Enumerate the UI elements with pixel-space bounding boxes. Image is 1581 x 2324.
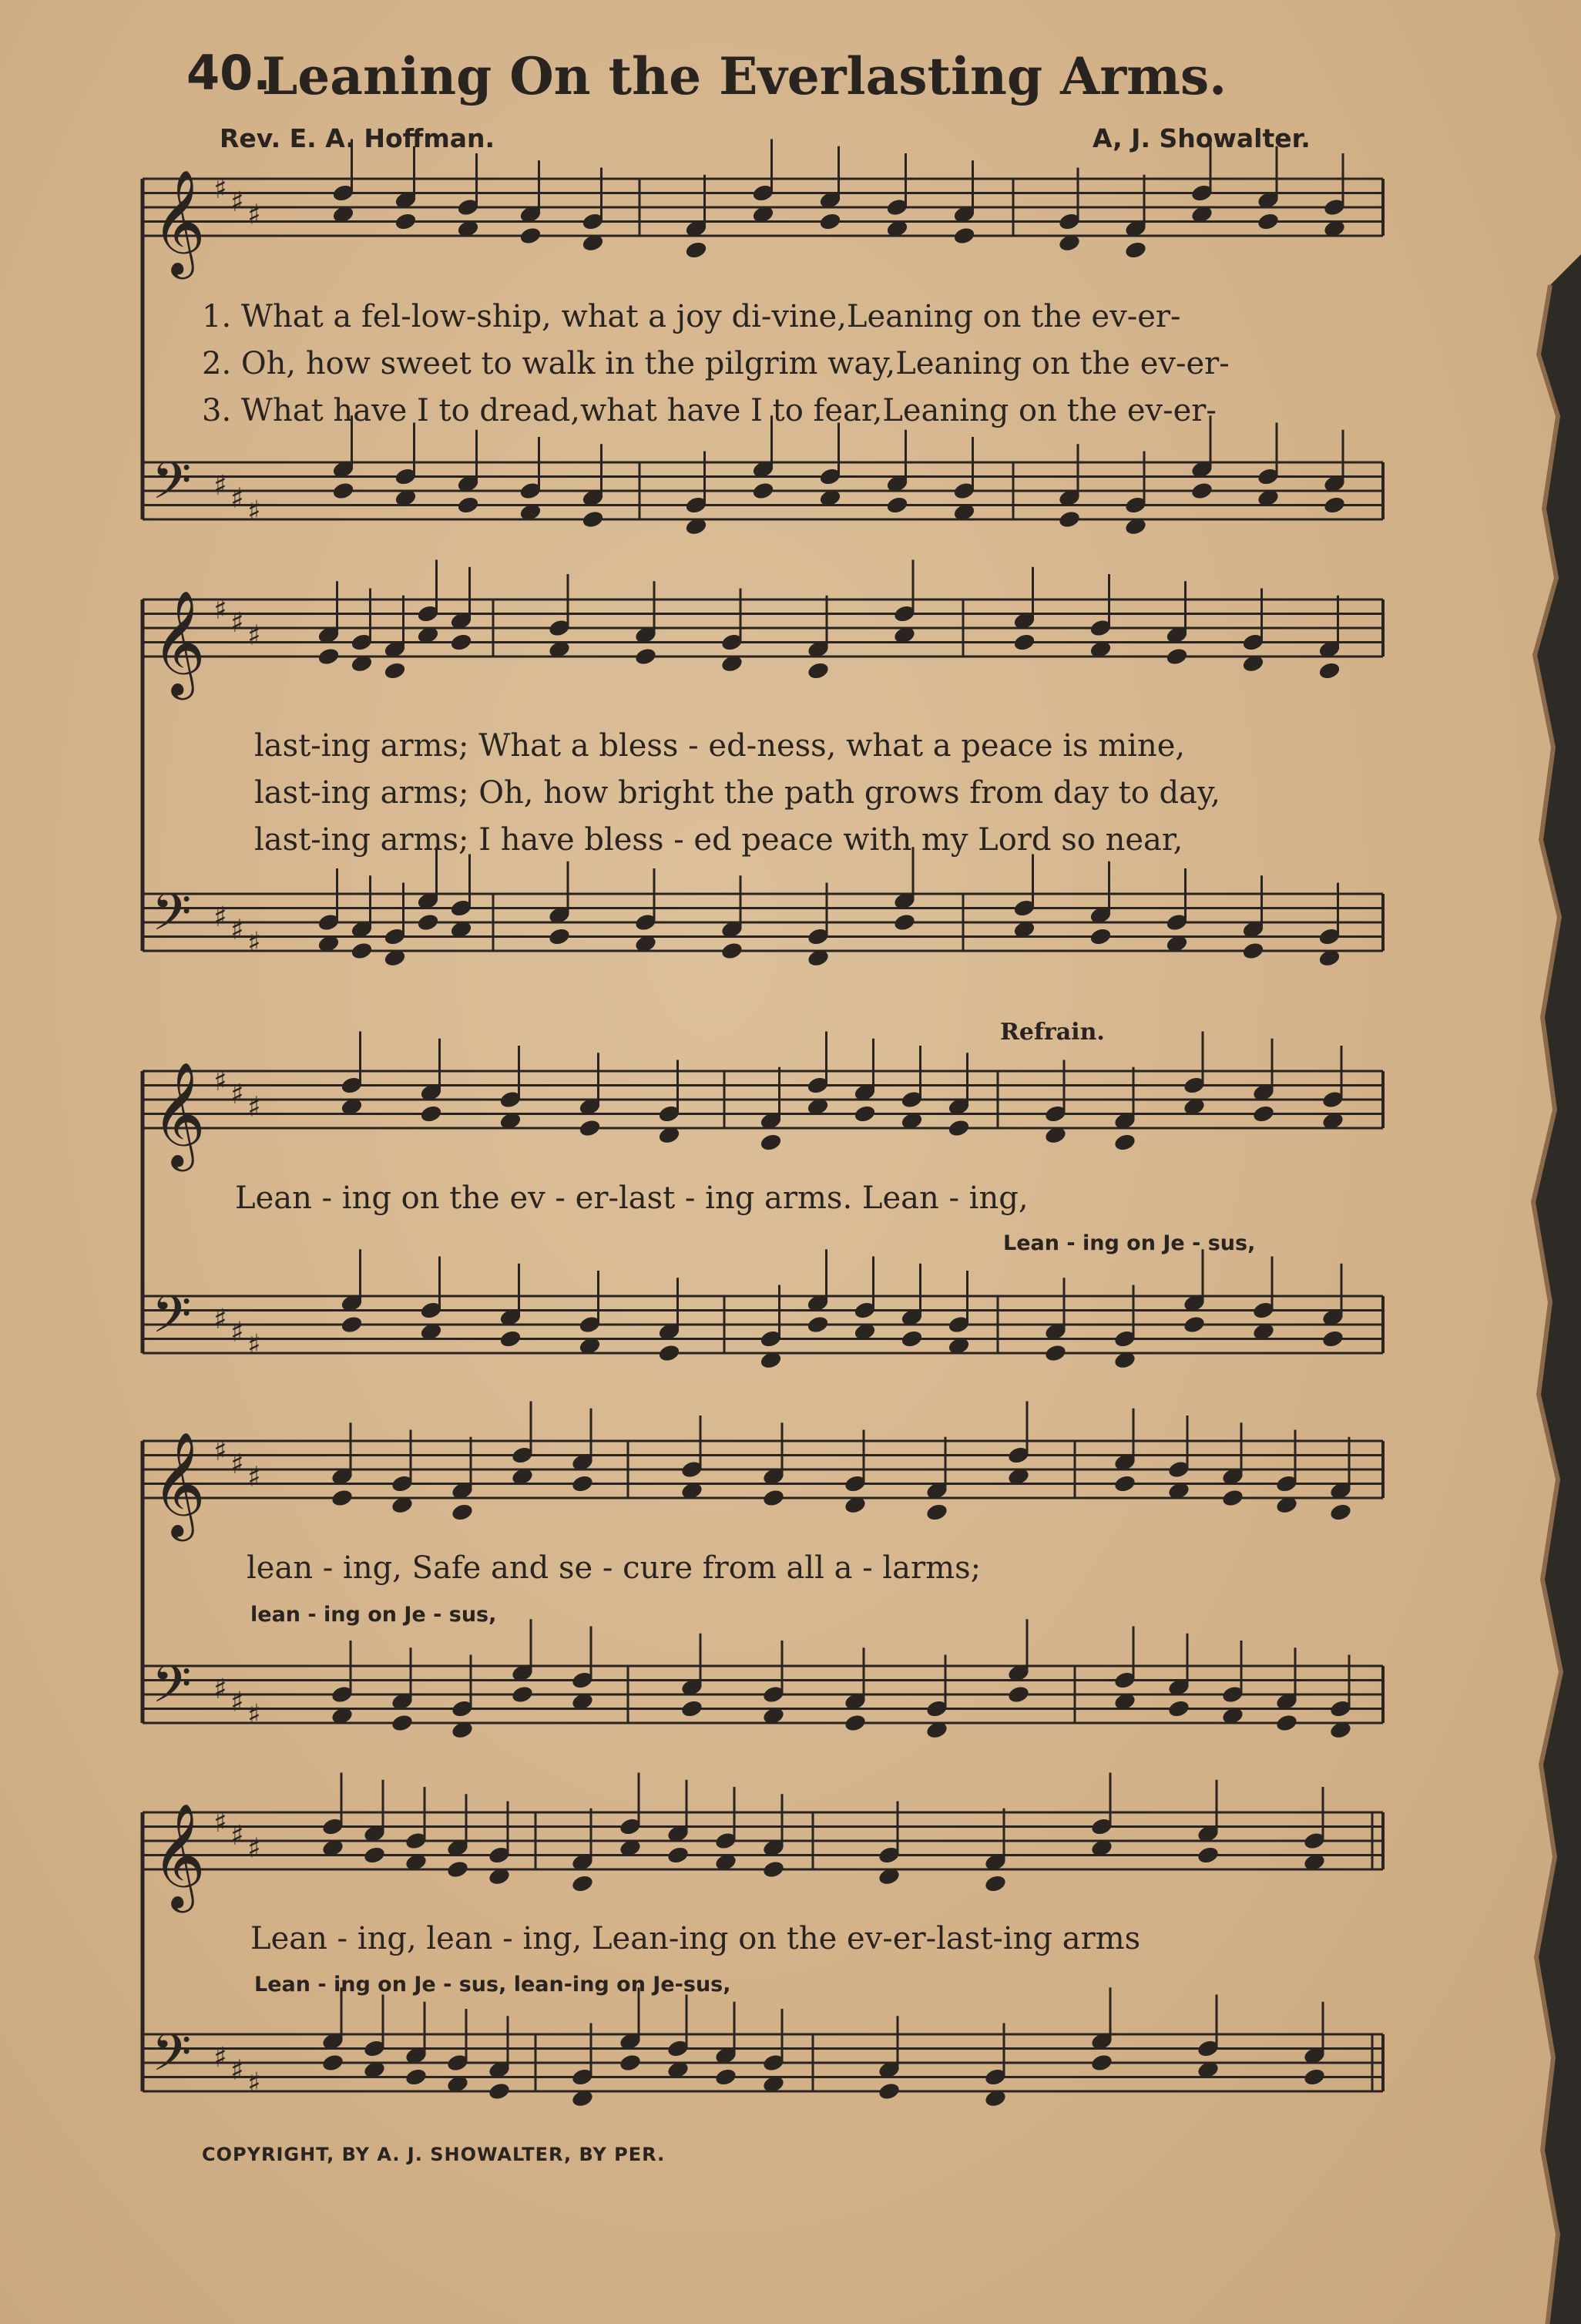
note-head	[878, 2081, 901, 2101]
verse-3-line-1: 3. What have I to dread,what have I to fear,Leaning on the ev-er-	[202, 393, 1217, 428]
note-head	[1090, 2053, 1114, 2073]
sharp-icon: ♯	[247, 1832, 261, 1865]
note-head	[751, 481, 775, 501]
note-head	[818, 212, 842, 232]
note-head	[1197, 1845, 1220, 1866]
note-head	[394, 212, 418, 232]
note-head	[1113, 1133, 1137, 1153]
sharp-icon: ♯	[213, 173, 227, 206]
note-head	[984, 1874, 1008, 1894]
bass-clef-icon: 𝄢	[152, 882, 192, 955]
treble-clef-icon: 𝄞	[152, 1430, 206, 1536]
note-head	[1303, 2067, 1327, 2087]
note-head	[657, 1343, 681, 1363]
note-head	[925, 1503, 949, 1523]
note-head	[363, 1845, 387, 1866]
treble-clef-icon: 𝄞	[152, 1060, 206, 1167]
note-head	[1044, 1343, 1068, 1363]
note-head	[1321, 1329, 1345, 1349]
note-head	[844, 1713, 868, 1733]
sharp-icon: ♯	[247, 927, 261, 959]
note-head	[885, 495, 909, 516]
composer-credit: A, J. Showalter.	[1093, 123, 1311, 153]
sharp-icon: ♯	[213, 2041, 227, 2074]
sharp-icon: ♯	[213, 1303, 227, 1335]
treble-clef-icon: 𝄞	[152, 168, 206, 274]
note-head	[619, 2053, 643, 2073]
sharp-icon: ♯	[230, 1448, 244, 1480]
note-head	[449, 633, 473, 653]
sharp-icon: ♯	[230, 1078, 244, 1110]
sharp-icon: ♯	[230, 914, 244, 946]
bass-clef-icon: 𝄢	[152, 1285, 192, 1357]
note-head	[416, 912, 440, 932]
sharp-icon: ♯	[247, 1461, 261, 1493]
sharp-icon: ♯	[247, 1329, 261, 1362]
note-head	[806, 1315, 830, 1335]
sharp-icon: ♯	[247, 495, 261, 528]
note-head	[578, 1118, 602, 1138]
note-head	[947, 1118, 971, 1138]
note-head	[720, 941, 744, 961]
note-head	[571, 1874, 595, 1894]
sharp-icon: ♯	[230, 1686, 244, 1718]
bass-clef-icon: 𝄢	[152, 1654, 192, 1727]
note-head	[1329, 1503, 1353, 1523]
sharp-icon: ♯	[213, 901, 227, 933]
note-head	[1012, 633, 1036, 653]
sharp-icon: ♯	[230, 482, 244, 515]
sharp-icon: ♯	[247, 620, 261, 652]
refrain-echo-1: Lean - ing on Je - sus,	[1003, 1231, 1256, 1255]
note-head	[331, 1488, 354, 1508]
note-head	[853, 1104, 877, 1124]
sharp-icon: ♯	[213, 1066, 227, 1098]
lyricist-credit: Rev. E. A. Hoffman.	[220, 123, 495, 153]
note-head	[1113, 1474, 1137, 1494]
note-head	[680, 1699, 704, 1719]
hymn-title: Leaning On the Everlasting Arms.	[261, 46, 1227, 106]
treble-clef-icon: 𝄞	[152, 589, 206, 695]
note-head	[1318, 661, 1341, 681]
note-head	[340, 1315, 364, 1335]
refrain-echo-3: Lean - ing on Je - sus, lean-ing on Je-sus,	[254, 1973, 731, 1997]
sharp-icon: ♯	[230, 2054, 244, 2087]
note-head	[900, 1329, 924, 1349]
sharp-icon: ♯	[247, 199, 261, 231]
note-head	[488, 2081, 512, 2101]
verse-2-line-2: last-ing arms; Oh, how bright the path grows from day to day,	[254, 775, 1220, 811]
note-head	[451, 1503, 475, 1523]
note-head	[714, 2067, 738, 2087]
page-number: 40.	[186, 45, 271, 101]
note-head	[1190, 481, 1214, 501]
bass-staff	[143, 1666, 1383, 1723]
note-head	[571, 1474, 595, 1494]
note-head	[519, 226, 542, 246]
note-head	[634, 646, 658, 667]
bass-clef-icon: 𝄢	[152, 451, 192, 523]
note-head	[1257, 212, 1281, 232]
note-head	[952, 226, 976, 246]
verse-1-line-1: 1. What a fel-low-ship, what a joy di-vine,Leaning on the ev-er-	[202, 299, 1181, 334]
treble-clef-icon: 𝄞	[152, 1802, 206, 1908]
note-head	[762, 1859, 786, 1879]
note-head	[391, 1713, 415, 1733]
treble-staff	[143, 1812, 1383, 1869]
copyright-notice: COPYRIGHT, BY A. J. SHOWALTER, BY PER.	[202, 2144, 666, 2165]
note-head	[684, 240, 708, 260]
note-head	[1007, 1684, 1031, 1704]
note-head	[1058, 509, 1082, 529]
treble-staff	[143, 1441, 1383, 1498]
note-head	[331, 481, 355, 501]
sharp-icon: ♯	[247, 1091, 261, 1123]
refrain-line-1: Lean - ing on the ev - er-last - ing arms. Lean - ing,	[235, 1180, 1029, 1216]
refrain-echo-2: lean - ing on Je - sus,	[250, 1603, 497, 1627]
note-head	[350, 941, 374, 961]
note-head	[404, 2067, 428, 2087]
note-head	[1124, 240, 1148, 260]
verse-1-line-2: last-ing arms; What a bless - ed-ness, what a peace is mine,	[254, 728, 1186, 764]
note-head	[1183, 1315, 1207, 1335]
note-head	[321, 2053, 345, 2073]
note-head	[762, 1488, 786, 1508]
sharp-icon: ♯	[230, 1316, 244, 1348]
sharp-icon: ♯	[247, 2067, 261, 2100]
sharp-icon: ♯	[230, 1819, 244, 1852]
refrain-line-2: lean - ing, Safe and se - cure from all a - larms;	[247, 1550, 982, 1586]
note-head	[807, 661, 831, 681]
note-head	[581, 509, 605, 529]
verse-3-line-2: last-ing arms; I have bless - ed peace with my Lord so near,	[254, 822, 1183, 858]
note-head	[548, 927, 572, 947]
note-head	[446, 1859, 470, 1879]
note-head	[1167, 1699, 1191, 1719]
note-head	[1252, 1104, 1276, 1124]
sharp-icon: ♯	[213, 1436, 227, 1468]
sharp-icon: ♯	[247, 1699, 261, 1731]
note-head	[666, 1845, 690, 1866]
note-head	[511, 1684, 535, 1704]
sharp-icon: ♯	[213, 1673, 227, 1705]
sharp-icon: ♯	[213, 1807, 227, 1839]
bass-clef-icon: 𝄢	[152, 2023, 192, 2095]
refrain-label: Refrain.	[1000, 1019, 1105, 1046]
verse-2-line-1: 2. Oh, how sweet to walk in the pilgrim way,Leaning on the ev-er-	[202, 346, 1230, 381]
note-head	[759, 1133, 783, 1153]
sharp-icon: ♯	[213, 469, 227, 502]
note-head	[383, 661, 407, 681]
note-head	[498, 1329, 522, 1349]
sharp-icon: ♯	[230, 606, 244, 639]
note-head	[1221, 1488, 1245, 1508]
note-head	[1323, 495, 1347, 516]
note-head	[1275, 1713, 1299, 1733]
note-head	[1089, 927, 1113, 947]
note-head	[893, 912, 917, 932]
refrain-line-3: Lean - ing, lean - ing, Lean-ing on the ev-er-last-ing arms	[250, 1921, 1141, 1956]
note-head	[1165, 646, 1189, 667]
note-head	[1241, 941, 1265, 961]
note-head	[317, 646, 341, 667]
sharp-icon: ♯	[213, 594, 227, 626]
note-head	[456, 495, 480, 516]
sharp-icon: ♯	[230, 186, 244, 218]
note-head	[419, 1104, 443, 1124]
